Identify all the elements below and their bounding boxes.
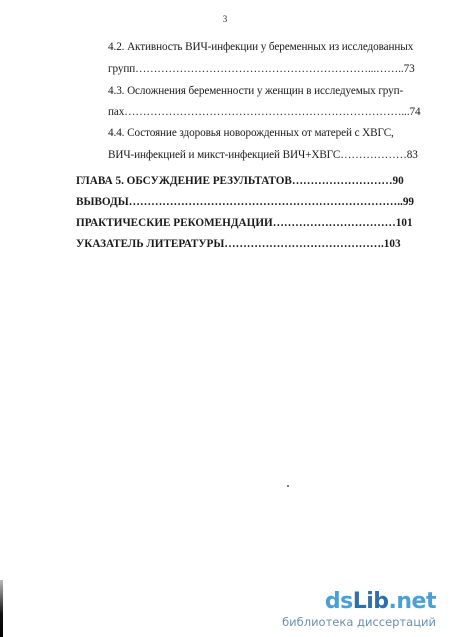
toc-entry-4-2-title: 4.2. Активность ВИЧ-инфекции у беременных из исследованных xyxy=(108,41,414,53)
page-number: 3 xyxy=(222,14,228,24)
watermark-logo xyxy=(282,591,436,613)
watermark xyxy=(282,591,436,629)
toc-entry-recommendations: ПРАКТИЧЕСКИЕ РЕКОМЕНДАЦИИ……………………………101 xyxy=(76,217,413,229)
toc-entry-references: УКАЗАТЕЛЬ ЛИТЕРАТУРЫ…………………………………….103 xyxy=(76,238,401,250)
toc-entry-chapter-5: ГЛАВА 5. ОБСУЖДЕНИЕ РЕЗУЛЬТАТОВ………………………90 xyxy=(76,175,404,187)
toc-entry-4-3-page: пах…………………………………………………………………...74 xyxy=(108,106,421,118)
toc-entry-4-2-page: групп………………………………………………………...……..73 xyxy=(108,63,415,75)
watermark-logo-lib: Lib xyxy=(352,589,389,614)
toc-entry-conclusions: ВЫВОДЫ………………………………………………………………..99 xyxy=(76,196,415,208)
watermark-logo-net: .net xyxy=(388,589,436,614)
scan-edge-shadow xyxy=(0,580,3,637)
toc-entry-4-3-title: 4.3. Осложнения беременности у женщин в исследуемых груп- xyxy=(108,85,404,97)
toc-entry-4-4-page: ВИЧ-инфекцией и микст-инфекцией ВИЧ+ХВГС………………83 xyxy=(108,149,418,161)
scan-speck xyxy=(287,485,289,487)
toc-entry-4-4-title: 4.4. Состояние здоровья новорожденных от матерей с ХВГС, xyxy=(108,127,394,139)
watermark-subtitle: библиотека диссертаций xyxy=(282,615,436,629)
watermark-logo-ds: ds xyxy=(324,589,353,614)
